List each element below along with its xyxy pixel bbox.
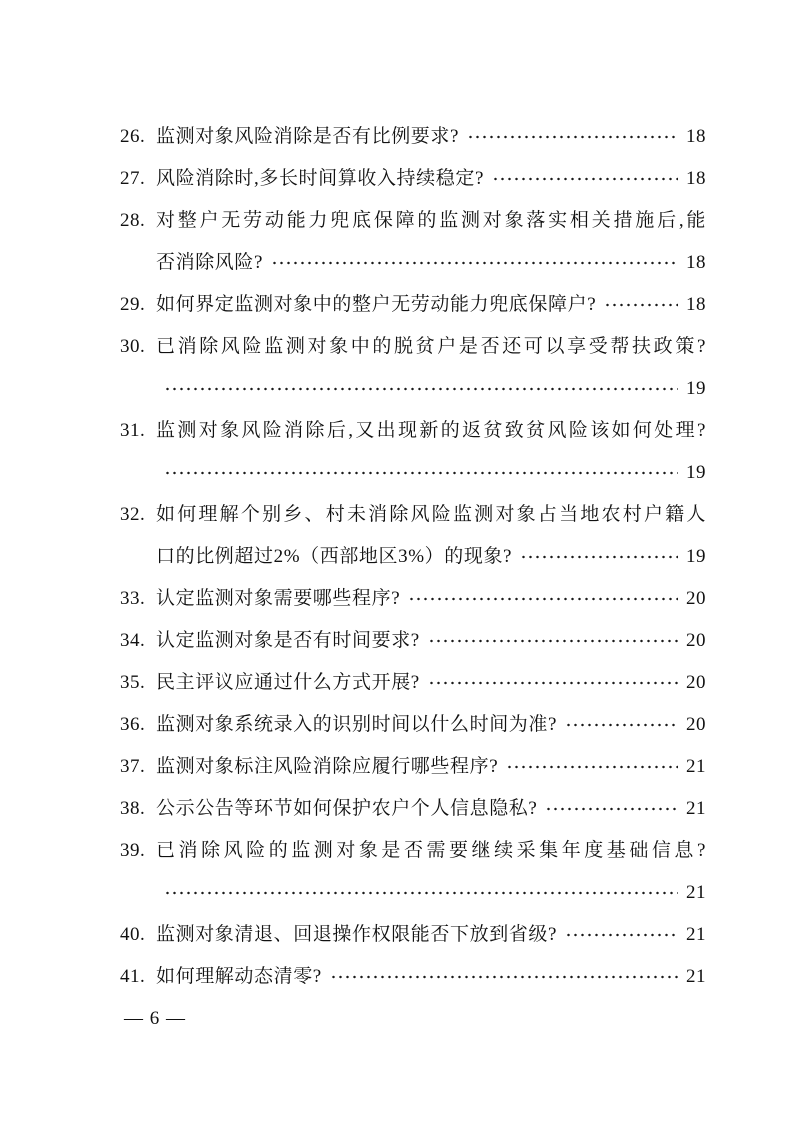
page-number-footer: [124, 998, 186, 1040]
toc-entry-line: [156, 200, 706, 242]
dot-leader: [506, 746, 678, 788]
dot-leader: [428, 662, 678, 704]
toc-page-number: 20: [686, 630, 706, 651]
toc-entry: [120, 494, 706, 578]
toc-entry-text: 公示公告等环节如何保护农户个人信息隐私?: [156, 798, 538, 819]
toc-entry: [120, 746, 706, 788]
toc-entry-text: 如何界定监测对象中的整户无劳动能力兜底保障户?: [156, 294, 597, 315]
toc-entry-text: 认定监测对象需要哪些程序?: [156, 588, 401, 609]
toc-entry-line: [156, 872, 706, 914]
toc-entry-line: [156, 662, 706, 704]
toc-entry: [120, 620, 706, 662]
toc-entry-line: [156, 704, 706, 746]
toc-page-number: 18: [686, 126, 706, 147]
dot-leader: [408, 578, 678, 620]
toc-entry-lines: [156, 410, 706, 494]
toc-entry-lines: [156, 788, 706, 830]
dot-leader: [164, 452, 678, 494]
toc-entry: [120, 788, 706, 830]
toc-page-number: 19: [686, 462, 706, 483]
toc-entry-text: 监测对象风险消除是否有比例要求?: [156, 126, 460, 147]
toc-entry-line: [156, 494, 706, 536]
dot-leader: [565, 704, 678, 746]
toc-entry-lines: [156, 116, 706, 158]
toc-page-number: 20: [686, 588, 706, 609]
toc-entry-number: 38.: [120, 798, 146, 819]
toc-page-number: 21: [686, 924, 706, 945]
toc-entry-line: [156, 746, 706, 788]
toc-list: [120, 116, 706, 998]
toc-entry-text: 监测对象清退、回退操作权限能否下放到省级?: [156, 924, 558, 945]
toc-page-number: 20: [686, 672, 706, 693]
toc-entry-text: 监测对象系统录入的识别时间以什么时间为准?: [156, 714, 558, 735]
toc-page-number: 18: [686, 252, 706, 273]
toc-entry-text: 口的比例超过2%（西部地区3%）的现象?: [156, 546, 513, 567]
dot-leader: [492, 158, 678, 200]
toc-entry-text: 监测对象标注风险消除应履行哪些程序?: [156, 756, 499, 777]
toc-entry-line: [156, 620, 706, 662]
toc-entry-line: [156, 788, 706, 830]
dot-leader: [164, 368, 678, 410]
toc-entry-line: [156, 830, 706, 872]
toc-entry-lines: [156, 578, 706, 620]
toc-entry: [120, 662, 706, 704]
toc-entry-line: [156, 242, 706, 284]
toc-entry-line: [156, 914, 706, 956]
toc-entry: [120, 956, 706, 998]
toc-entry: [120, 158, 706, 200]
toc-entry: [120, 284, 706, 326]
toc-entry-number: 28.: [120, 210, 146, 231]
toc-entry-line: [156, 578, 706, 620]
toc-page-number: 21: [686, 882, 706, 903]
toc-entry-lines: [156, 830, 706, 914]
toc-entry-number: 32.: [120, 504, 146, 525]
toc-entry-line: [156, 116, 706, 158]
toc-entry-line: [156, 326, 706, 368]
toc-entry-line: [156, 410, 706, 452]
toc-entry-line: [156, 284, 706, 326]
page-number: — 6 —: [124, 1008, 186, 1029]
toc-entry: [120, 830, 706, 914]
toc-entry: [120, 326, 706, 410]
toc-entry-line: [156, 452, 706, 494]
toc-page-number: 21: [686, 756, 706, 777]
toc-entry-lines: [156, 284, 706, 326]
toc-entry-lines: [156, 704, 706, 746]
toc-entry-lines: [156, 158, 706, 200]
toc-entry-number: 27.: [120, 168, 146, 189]
toc-page-number: 21: [686, 798, 706, 819]
toc-entry-text: 已消除风险监测对象中的脱贫户是否还可以享受帮扶政策?: [156, 336, 706, 357]
toc-entry: [120, 578, 706, 620]
toc-entry-number: 34.: [120, 630, 146, 651]
toc-entry-number: 39.: [120, 840, 146, 861]
toc-page-number: 19: [686, 378, 706, 399]
dot-leader: [604, 284, 678, 326]
dot-leader: [428, 620, 678, 662]
dot-leader: [565, 914, 678, 956]
dot-leader: [330, 956, 678, 998]
toc-entry-text: 如何理解动态清零?: [156, 966, 322, 987]
toc-page-number: 19: [686, 546, 706, 567]
toc-entry-lines: [156, 662, 706, 704]
dot-leader: [164, 872, 678, 914]
toc-entry-line: [156, 158, 706, 200]
toc-entry-text: 监测对象风险消除后,又出现新的返贫致贫风险该如何处理?: [156, 420, 706, 441]
toc-entry-number: 41.: [120, 966, 146, 987]
toc-entry-lines: [156, 200, 706, 284]
toc-page-number: 18: [686, 168, 706, 189]
dot-leader: [520, 536, 678, 578]
toc-entry-text: 风险消除时,多长时间算收入持续稳定?: [156, 168, 484, 189]
toc-entry: [120, 200, 706, 284]
toc-entry-number: 33.: [120, 588, 146, 609]
toc-entry-text: 如何理解个别乡、村未消除风险监测对象占当地农村户籍人: [156, 504, 706, 525]
dot-leader: [545, 788, 678, 830]
toc-entry-line: [156, 536, 706, 578]
toc-entry-lines: [156, 326, 706, 410]
toc-entry: [120, 704, 706, 746]
toc-entry: [120, 116, 706, 158]
toc-entry-lines: [156, 956, 706, 998]
dot-leader: [271, 242, 678, 284]
toc-entry: [120, 410, 706, 494]
toc-page-number: 21: [686, 966, 706, 987]
toc-entry: [120, 914, 706, 956]
toc-entry-text: 否消除风险?: [156, 252, 264, 273]
toc-entry-lines: [156, 494, 706, 578]
toc-entry-number: 40.: [120, 924, 146, 945]
toc-entry-line: [156, 368, 706, 410]
dot-leader: [467, 116, 678, 158]
toc-page-number: 18: [686, 294, 706, 315]
toc-entry-number: 29.: [120, 294, 146, 315]
toc-entry-text: 对整户无劳动能力兜底保障的监测对象落实相关措施后,能: [156, 210, 706, 231]
toc-entry-text: 认定监测对象是否有时间要求?: [156, 630, 420, 651]
toc-entry-line: [156, 956, 706, 998]
toc-entry-text: 已消除风险的监测对象是否需要继续采集年度基础信息?: [156, 840, 706, 861]
toc-entry-number: 35.: [120, 672, 146, 693]
toc-entry-lines: [156, 620, 706, 662]
toc-entry-number: 26.: [120, 126, 146, 147]
toc-entry-lines: [156, 914, 706, 956]
toc-page-number: 20: [686, 714, 706, 735]
toc-entry-lines: [156, 746, 706, 788]
toc-entry-number: 31.: [120, 420, 146, 441]
toc-entry-number: 30.: [120, 336, 146, 357]
toc-entry-number: 36.: [120, 714, 146, 735]
toc-entry-text: 民主评议应通过什么方式开展?: [156, 672, 420, 693]
toc-entry-number: 37.: [120, 756, 146, 777]
